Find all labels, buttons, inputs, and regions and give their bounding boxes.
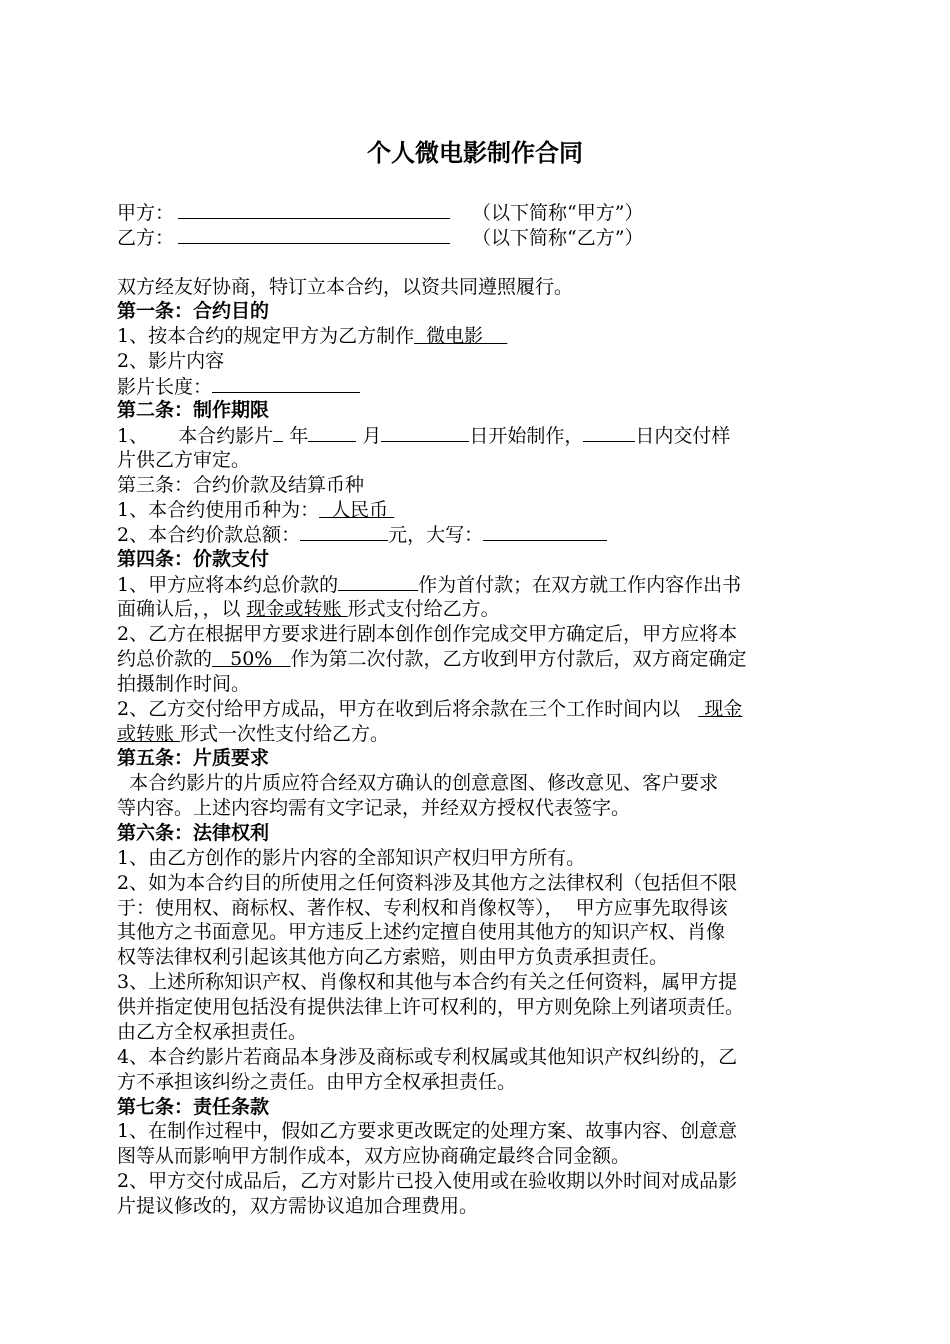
article-6-p2-line-3: 其他方之书面意见。甲方违反上述约定擅自使用其他方的知识产权、肖像 [117, 921, 726, 943]
article-4-p2-line-2 [117, 647, 847, 671]
article-4-p1-line-2 [117, 597, 847, 621]
article-6-p2-line-4: 权等法律权利引起该其他方向乙方索赔，则由甲方负责承担责任。 [117, 946, 669, 968]
article-2-text-d: 日开始制作， [469, 425, 584, 447]
article-6-p2-line-2: 于：使用权、商标权、著作权、专利权和肖像权等）， 甲方应事先取得该 [117, 897, 728, 919]
day-blank[interactable] [381, 423, 469, 442]
article-6-p3-line-3: 由乙方全权承担责任。 [117, 1021, 308, 1043]
deliver-days-blank[interactable] [583, 423, 635, 442]
article-7-p2-line-1: 2、甲方交付成品后，乙方对影片已投入使用或在验收期以外时间对成品影 [117, 1170, 738, 1192]
document-title: 个人微电影制作合同 [367, 139, 583, 167]
article-4-p1-line-1 [117, 572, 847, 596]
article-7-p1-line-2: 图等从而影响甲方制作成本，双方应协商确定最终合同金额。 [117, 1145, 631, 1167]
article-4-heading: 第四条：价款支付 [117, 548, 270, 570]
article-2-line-2: 片供乙方审定。 [117, 449, 251, 471]
article-4-p1-text-b: 作为首付款；在双方就工作内容作出书 [418, 574, 742, 596]
article-3-heading: 第三条：合约价款及结算币种 [117, 474, 365, 496]
currency-value: 人民币 [319, 499, 395, 521]
article-3-item-2 [117, 522, 847, 546]
article-7-heading: 第七条：责任条款 [117, 1096, 270, 1118]
article-4-p1-text-c: 面确认后，，以 [117, 598, 247, 620]
article-4-p2-text-b: 作为第二次付款，乙方收到甲方付款后，双方商定确定 [290, 648, 747, 670]
film-length-label: 影片长度： [117, 376, 213, 398]
article-7-p2-line-2: 片提议修改的，双方需协议追加合理费用。 [117, 1195, 479, 1217]
currency-label: 1、本合约使用币种为： [117, 499, 320, 521]
article-6-p2-line-1: 2、如为本合约目的所使用之任何资料涉及其他方之法律权利（包括但不限 [117, 872, 738, 894]
article-4-p3-text-a: 2、乙方交付给甲方成品，甲方在收到后将余款在三个工作时间内以 [117, 698, 699, 720]
party-b-label: 乙方： [117, 227, 175, 249]
article-5-heading: 第五条：片质要求 [117, 747, 270, 769]
month-blank[interactable] [308, 423, 356, 442]
article-2-text-a: 1、 本合约影片 [117, 425, 274, 447]
article-2-line-1 [117, 423, 847, 447]
article-5-line-2: 等内容。上述内容均需有文字记录，并经双方授权代表签字。 [117, 797, 631, 819]
party-b-line [117, 225, 847, 249]
total-price-words-label: 元，大写： [388, 524, 484, 546]
article-1-heading: 第一条：合约目的 [117, 300, 270, 322]
article-1-item-1 [117, 324, 847, 348]
payment-method-2b: 或转账 [117, 723, 181, 745]
article-5-line-1: 本合约影片的片质应符合经双方确认的创意意图、修改意见、客户要求 [117, 772, 719, 794]
party-b-blank[interactable] [178, 225, 450, 244]
second-payment-percent: 50% [212, 648, 291, 670]
article-4-p3-line-1 [117, 697, 847, 721]
total-price-blank[interactable] [300, 522, 388, 541]
article-7-p1-line-1: 1、在制作过程中，假如乙方要求更改既定的处理方案、故事内容、创意意 [117, 1120, 738, 1142]
first-payment-blank[interactable] [338, 572, 418, 591]
article-4-p1-text-a: 1、甲方应将本约总价款的 [117, 574, 339, 596]
article-6-heading: 第六条：法律权利 [117, 822, 270, 844]
article-4-p1-text-d: 形式支付给乙方。 [347, 598, 500, 620]
article-1-item-1-text: 1、按本合约的规定甲方为乙方制作 [117, 325, 415, 347]
year-blank[interactable] [273, 423, 283, 442]
article-4-p3-line-2 [117, 722, 847, 746]
total-price-words-blank[interactable] [483, 522, 607, 541]
film-length-blank[interactable] [212, 374, 360, 393]
article-6-p4-line-2: 方不承担该纠纷之责任。由甲方全权承担责任。 [117, 1071, 517, 1093]
article-2-text-e: 日内交付样 [635, 425, 731, 447]
article-2-text-b: 年 [283, 425, 309, 447]
article-2-text-c: 月 [356, 425, 382, 447]
total-price-label: 2、本合约价款总额： [117, 524, 301, 546]
article-6-p3-line-2: 供并指定使用包括没有提供法律上许可权利的，甲方则免除上列诸项责任。 [117, 996, 745, 1018]
party-a-line [117, 200, 847, 224]
product-type-value: 微电影 [414, 325, 508, 347]
article-1-item-2: 2、影片内容 [117, 350, 225, 372]
payment-method-1: 现金或转账 [246, 598, 348, 620]
article-6-p1: 1、由乙方创作的影片内容的全部知识产权归甲方所有。 [117, 847, 586, 869]
article-3-item-1 [117, 498, 847, 522]
article-6-p4-line-1: 4、本合约影片若商品本身涉及商标或专利权属或其他知识产权纠纷的，乙 [117, 1046, 738, 1068]
article-4-p3-text-b: 形式一次性支付给乙方。 [180, 723, 390, 745]
intro-text: 双方经友好协商，特订立本合约，以资共同遵照履行。 [117, 276, 574, 298]
article-4-p2-line-1: 2、乙方在根据甲方要求进行剧本创作创作完成交甲方确定后，甲方应将本 [117, 623, 738, 645]
party-b-note: （以下简称“乙方”） [472, 227, 644, 249]
party-a-note: （以下简称“甲方”） [472, 202, 644, 224]
film-length-line [117, 374, 847, 398]
party-a-label: 甲方： [117, 202, 175, 224]
article-2-heading: 第二条：制作期限 [117, 399, 270, 421]
article-4-p2-line-3: 拍摄制作时间。 [117, 673, 251, 695]
article-4-p2-text-a: 约总价款的 [117, 648, 213, 670]
payment-method-2a: 现金 [698, 698, 743, 720]
article-6-p3-line-1: 3、上述所称知识产权、肖像权和其他与本合约有关之任何资料，属甲方提 [117, 971, 738, 993]
party-a-blank[interactable] [178, 200, 450, 219]
